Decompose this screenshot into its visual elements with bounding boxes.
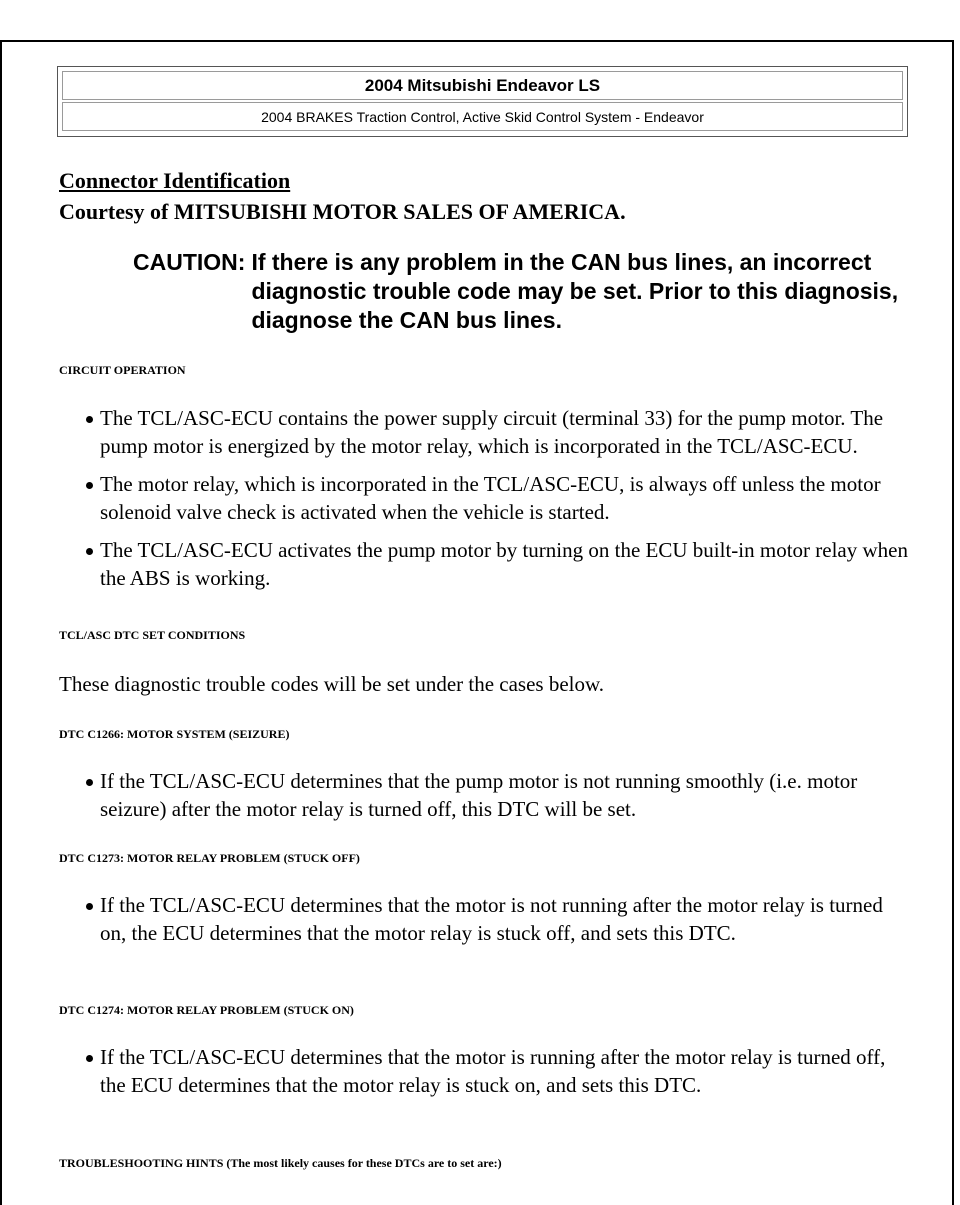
list-item	[0, 470, 910, 526]
bullet-icon	[86, 1055, 93, 1062]
caution-note	[133, 248, 933, 335]
bullet-icon	[86, 903, 93, 910]
list-item	[0, 404, 910, 460]
troubleshooting-hints-heading: TROUBLESHOOTING HINTS (The most likely causes for these DTCs are to set are:)	[59, 1156, 502, 1170]
caution-label: CAUTION:	[133, 249, 246, 275]
header-title: 2004 Mitsubishi Endeavor LS	[62, 71, 903, 100]
bullet-icon	[86, 548, 93, 555]
bullet-icon	[86, 416, 93, 423]
list-item	[0, 1043, 910, 1099]
list-item-text: If the TCL/ASC-ECU determines that the motor is running after the motor relay is turned off, the ECU determines that the motor relay is stuck on, and sets this DTC.	[100, 1045, 886, 1097]
dtc-set-conditions-text: These diagnostic trouble codes will be set under the cases below.	[59, 672, 605, 696]
circuit-operation-list	[0, 404, 960, 602]
list-item	[0, 891, 910, 947]
dtc-c1274-heading: DTC C1274: MOTOR RELAY PROBLEM (STUCK ON)	[59, 1003, 354, 1017]
bullet-icon	[86, 779, 93, 786]
courtesy-line: Courtesy of MITSUBISHI MOTOR SALES OF AMERICA.	[59, 199, 626, 224]
dtc-c1273-heading: DTC C1273: MOTOR RELAY PROBLEM (STUCK OFF)	[59, 851, 360, 865]
dtc-set-conditions-heading: TCL/ASC DTC SET CONDITIONS	[59, 628, 246, 642]
dtc-c1273-list	[0, 891, 960, 957]
dtc-c1274-list	[0, 1043, 960, 1109]
list-item-text: If the TCL/ASC-ECU determines that the pump motor is not running smoothly (i.e. motor seizure) after the motor relay is turned off, this DTC will be set.	[100, 769, 858, 821]
list-item-text: If the TCL/ASC-ECU determines that the motor is not running after the motor relay is turned on, the ECU determines that the motor relay is stuck off, and sets this DTC.	[100, 893, 883, 945]
bullet-icon	[86, 482, 93, 489]
list-item-text: The TCL/ASC-ECU activates the pump motor by turning on the ECU built-in motor relay when the ABS is working.	[100, 538, 908, 590]
list-item	[0, 767, 910, 823]
header-subtitle: 2004 BRAKES Traction Control, Active Skid Control System - Endeavor	[62, 102, 903, 131]
dtc-c1266-heading: DTC C1266: MOTOR SYSTEM (SEIZURE)	[59, 727, 290, 741]
caution-text: If there is any problem in the CAN bus lines, an incorrect diagnostic trouble code may be set. Prior to this diagnosis, diagnose the CAN bus lines.	[251, 249, 899, 333]
list-item-text: The TCL/ASC-ECU contains the power supply circuit (terminal 33) for the pump motor. The pump motor is energized by the motor relay, which is incorporated in the TCL/ASC-ECU.	[100, 406, 884, 458]
connector-identification-title: Connector Identification	[59, 168, 291, 193]
list-item	[0, 536, 910, 592]
dtc-c1266-list	[0, 767, 960, 833]
circuit-operation-heading: CIRCUIT OPERATION	[59, 363, 186, 377]
list-item-text: The motor relay, which is incorporated in the TCL/ASC-ECU, is always off unless the motor solenoid valve check is activated when the vehicle is started.	[100, 472, 881, 524]
document-header	[57, 66, 908, 137]
